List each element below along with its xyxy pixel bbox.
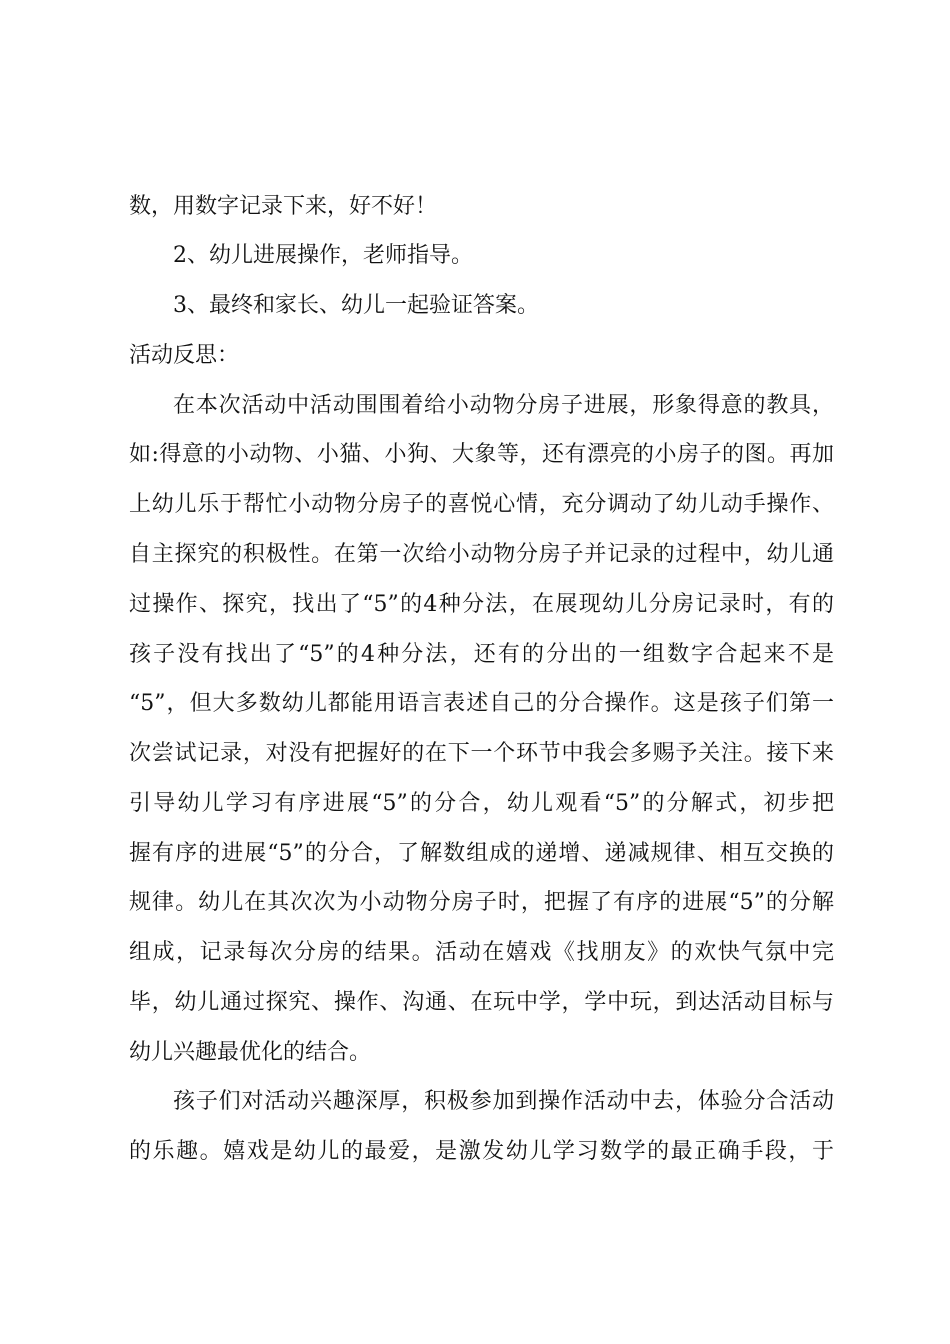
text-line: 在本次活动中活动围围着给小动物分房子进展，形象得意的教具， (173, 393, 834, 418)
text-line: 如:得意的小动物、小猫、小狗、大象等，还有漂亮的小房子的图。再加 (129, 442, 834, 467)
text-line: 组成，记录每次分房的结果。活动在嬉戏《找朋友》的欢快气氛中完 (129, 940, 834, 965)
text-line: 的乐趣。嬉戏是幼儿的最爱，是激发幼儿学习数学的最正确手段，于 (129, 1139, 834, 1164)
list-item: 3、最终和家长、幼儿一起验证答案。 (173, 293, 539, 318)
list-item: 2、幼儿进展操作，老师指导。 (173, 243, 473, 268)
text-line: 自主探究的积极性。在第一次给小动物分房子并记录的过程中，幼儿通 (129, 542, 834, 567)
text-line: 握有序的进展“5”的分合，了解数组成的递增、递减规律、相互交换的 (129, 841, 834, 866)
text-line: 上幼儿乐于帮忙小动物分房子的喜悦心情，充分调动了幼儿动手操作、 (129, 492, 834, 517)
text-line: 次尝试记录，对没有把握好的在下一个环节中我会多赐予关注。接下来 (129, 741, 834, 766)
text-line: 孩子们对活动兴趣深厚，积极参加到操作活动中去，体验分合活动 (173, 1089, 834, 1114)
text-line: 过操作、探究，找出了“5”的4种分法，在展现幼儿分房记录时，有的 (129, 592, 834, 617)
text-line: 幼儿兴趣最优化的结合。 (129, 1040, 372, 1065)
text-line: 数，用数字记录下来，好不好！ (129, 194, 438, 219)
text-line: 孩子没有找出了“5”的4种分法，还有的分出的一组数字合起来不是 (129, 642, 834, 667)
text-line: 规律。幼儿在其次次为小动物分房子时，把握了有序的进展“5”的分解 (129, 890, 834, 915)
text-line: 毕，幼儿通过探究、操作、沟通、在玩中学，学中玩，到达活动目标与 (129, 990, 834, 1015)
text-line: 引导幼儿学习有序进展“5”的分合，幼儿观看“5”的分解式，初步把 (129, 791, 834, 816)
text-line: “5”，但大多数幼儿都能用语言表述自己的分合操作。这是孩子们第一 (129, 691, 834, 716)
section-heading: 活动反思： (129, 343, 240, 368)
